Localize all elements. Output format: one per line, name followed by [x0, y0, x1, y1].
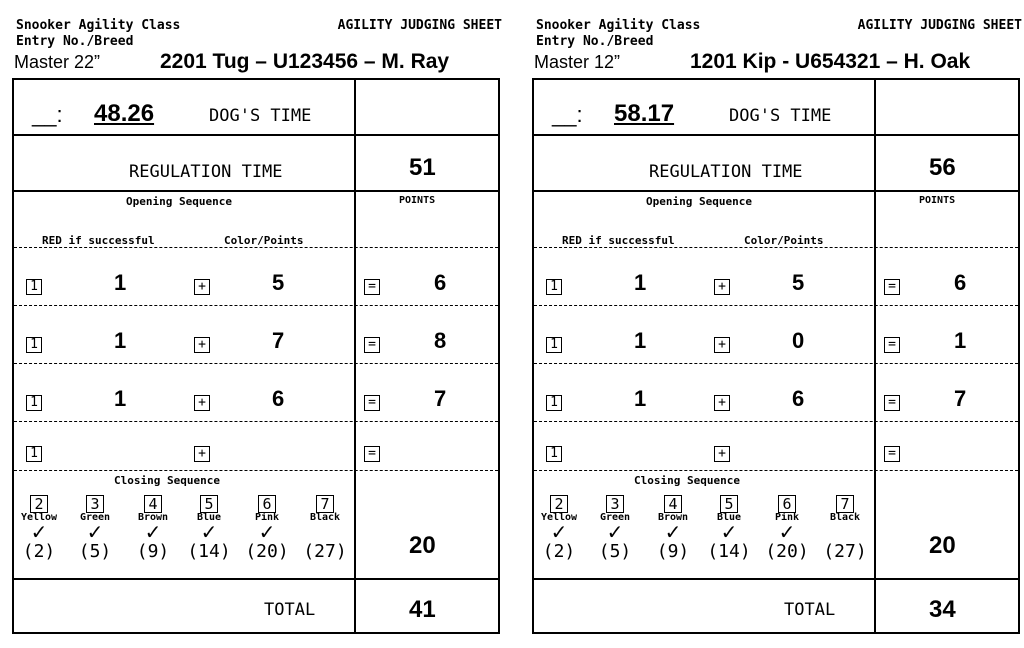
red-value: 1: [634, 270, 647, 295]
entry-value: 1201 Kip - U654321 – H. Oak: [690, 50, 971, 73]
closing-running-total: (27): [303, 541, 347, 562]
total-value: 34: [929, 596, 956, 623]
closing-color-name: Blue: [196, 512, 222, 523]
closing-item-pink: [760, 495, 814, 562]
closing-item-pink: [240, 495, 294, 562]
closing-number-box: 5: [720, 495, 738, 513]
row-divider: [14, 190, 498, 192]
equals-box: =: [364, 279, 380, 295]
red-box: 1: [546, 279, 562, 295]
closing-number-box: 6: [778, 495, 796, 513]
red-value: 1: [114, 328, 127, 353]
row-points: 1: [954, 328, 967, 353]
opening-sequence-label: Opening Sequence: [126, 195, 232, 208]
closing-color-name: Green: [599, 512, 631, 523]
plus-box: +: [194, 446, 210, 462]
closing-sequence-label: Closing Sequence: [114, 474, 220, 487]
score-grid: [12, 78, 500, 634]
check-icon: ✓: [606, 520, 624, 544]
dogs-time-label: DOG'S TIME: [209, 106, 312, 126]
total-value: 41: [409, 596, 436, 623]
total-label: TOTAL: [784, 600, 836, 620]
dashed-divider: [534, 247, 1018, 248]
row-points: 7: [434, 386, 447, 411]
check-icon: ✓: [86, 520, 104, 544]
red-value: 1: [634, 386, 647, 411]
closing-color-name: Green: [79, 512, 111, 523]
check-icon: [818, 523, 872, 541]
closing-running-total: (14): [707, 541, 751, 562]
closing-running-total: (5): [598, 541, 632, 562]
closing-running-total: (20): [245, 541, 289, 562]
closing-running-total: (5): [78, 541, 112, 562]
closing-item-green: [588, 495, 642, 562]
check-icon: ✓: [200, 520, 218, 544]
closing-running-total: (2): [22, 541, 56, 562]
closing-running-total: (9): [656, 541, 690, 562]
check-icon: [298, 523, 352, 541]
regulation-time-label: REGULATION TIME: [649, 162, 803, 182]
closing-item-blue: [182, 495, 236, 562]
column-divider: [354, 80, 356, 632]
red-box: 1: [546, 395, 562, 411]
color-value: 5: [272, 270, 285, 295]
class-height: Master 12”: [534, 52, 621, 72]
closing-points: 20: [929, 532, 956, 559]
closing-number-box: 2: [550, 495, 568, 513]
closing-item-yellow: [532, 495, 586, 562]
closing-color-name: Brown: [137, 512, 169, 523]
color-value: 6: [792, 386, 805, 411]
entry-label: Entry No./Breed: [16, 34, 134, 49]
dashed-divider: [14, 363, 498, 364]
color-points-label: Color/Points: [224, 234, 304, 247]
red-box: 1: [546, 446, 562, 462]
closing-number-box: 2: [30, 495, 48, 513]
check-icon: ✓: [258, 520, 276, 544]
red-box: 1: [26, 279, 42, 295]
closing-number-box: 7: [836, 495, 854, 513]
plus-box: +: [714, 279, 730, 295]
points-label: POINTS: [399, 195, 436, 206]
dashed-divider: [14, 470, 498, 471]
red-label: RED if successful: [42, 234, 155, 247]
closing-item-black: [818, 495, 872, 562]
closing-running-total: (20): [765, 541, 809, 562]
color-value: 5: [792, 270, 805, 295]
judging-sheet-1: [12, 8, 502, 636]
plus-box: +: [714, 395, 730, 411]
entry-label: Entry No./Breed: [536, 34, 654, 49]
dashed-divider: [14, 247, 498, 248]
dogs-time-value: 58.17: [614, 100, 675, 127]
closing-item-brown: [126, 495, 180, 562]
dogs-time-prefix: __:: [32, 102, 63, 127]
sheet-title: AGILITY JUDGING SHEET: [857, 18, 1022, 33]
red-label: RED if successful: [562, 234, 675, 247]
closing-color-name: Brown: [657, 512, 689, 523]
row-divider: [534, 578, 1018, 580]
equals-box: =: [364, 395, 380, 411]
closing-item-green: [68, 495, 122, 562]
plus-box: +: [194, 337, 210, 353]
dashed-divider: [534, 363, 1018, 364]
closing-color-name: Yellow: [540, 512, 578, 523]
closing-color-name: Yellow: [20, 512, 58, 523]
total-label: TOTAL: [264, 600, 316, 620]
sheet-header: [12, 8, 502, 78]
closing-color-name: Black: [309, 512, 341, 523]
check-icon: ✓: [144, 520, 162, 544]
red-box: 1: [26, 395, 42, 411]
row-points: 6: [954, 270, 967, 295]
closing-points: 20: [409, 532, 436, 559]
closing-running-total: (14): [187, 541, 231, 562]
red-box: 1: [26, 337, 42, 353]
closing-number-box: 6: [258, 495, 276, 513]
row-divider: [534, 190, 1018, 192]
sheet-title: AGILITY JUDGING SHEET: [337, 18, 502, 33]
plus-box: +: [714, 337, 730, 353]
entry-value: 2201 Tug – U123456 – M. Ray: [160, 50, 450, 73]
color-value: 0: [792, 328, 805, 353]
closing-number-box: 4: [144, 495, 162, 513]
class-title: Snooker Agility Class: [16, 18, 181, 33]
color-value: 6: [272, 386, 285, 411]
judging-sheet-2: [532, 8, 1022, 636]
check-icon: ✓: [30, 520, 48, 544]
points-label: POINTS: [919, 195, 956, 206]
equals-box: =: [884, 337, 900, 353]
equals-box: =: [884, 395, 900, 411]
red-box: 1: [26, 446, 42, 462]
color-points-label: Color/Points: [744, 234, 824, 247]
closing-color-name: Black: [829, 512, 861, 523]
closing-number-box: 4: [664, 495, 682, 513]
red-box: 1: [546, 337, 562, 353]
regulation-time-label: REGULATION TIME: [129, 162, 283, 182]
closing-color-name: Pink: [774, 512, 800, 523]
class-title: Snooker Agility Class: [536, 18, 701, 33]
closing-number-box: 5: [200, 495, 218, 513]
sheet-header: [532, 8, 1022, 78]
regulation-time-value: 56: [929, 154, 956, 181]
closing-item-blue: [702, 495, 756, 562]
dogs-time-prefix: __:: [552, 102, 583, 127]
row-points: 7: [954, 386, 967, 411]
row-points: 8: [434, 328, 447, 353]
color-value: 7: [272, 328, 285, 353]
closing-number-box: 7: [316, 495, 334, 513]
opening-sequence-label: Opening Sequence: [646, 195, 752, 208]
plus-box: +: [714, 446, 730, 462]
row-points: 6: [434, 270, 447, 295]
column-divider: [874, 80, 876, 632]
closing-sequence-label: Closing Sequence: [634, 474, 740, 487]
plus-box: +: [194, 395, 210, 411]
check-icon: ✓: [778, 520, 796, 544]
score-grid: [532, 78, 1020, 634]
closing-item-yellow: [12, 495, 66, 562]
closing-number-box: 3: [606, 495, 624, 513]
dashed-divider: [534, 470, 1018, 471]
check-icon: ✓: [664, 520, 682, 544]
equals-box: =: [884, 446, 900, 462]
dashed-divider: [534, 421, 1018, 422]
closing-color-name: Blue: [716, 512, 742, 523]
equals-box: =: [364, 446, 380, 462]
red-value: 1: [634, 328, 647, 353]
closing-running-total: (9): [136, 541, 170, 562]
closing-item-brown: [646, 495, 700, 562]
dogs-time-value: 48.26: [94, 100, 155, 127]
row-divider: [534, 134, 1018, 136]
closing-color-name: Pink: [254, 512, 280, 523]
closing-item-black: [298, 495, 352, 562]
row-divider: [14, 578, 498, 580]
closing-running-total: (27): [823, 541, 867, 562]
dashed-divider: [534, 305, 1018, 306]
plus-box: +: [194, 279, 210, 295]
dashed-divider: [14, 421, 498, 422]
dogs-time-label: DOG'S TIME: [729, 106, 832, 126]
dashed-divider: [14, 305, 498, 306]
check-icon: ✓: [550, 520, 568, 544]
class-height: Master 22”: [14, 52, 101, 72]
row-divider: [14, 134, 498, 136]
closing-running-total: (2): [542, 541, 576, 562]
regulation-time-value: 51: [409, 154, 436, 181]
red-value: 1: [114, 270, 127, 295]
red-value: 1: [114, 386, 127, 411]
check-icon: ✓: [720, 520, 738, 544]
closing-number-box: 3: [86, 495, 104, 513]
equals-box: =: [364, 337, 380, 353]
equals-box: =: [884, 279, 900, 295]
